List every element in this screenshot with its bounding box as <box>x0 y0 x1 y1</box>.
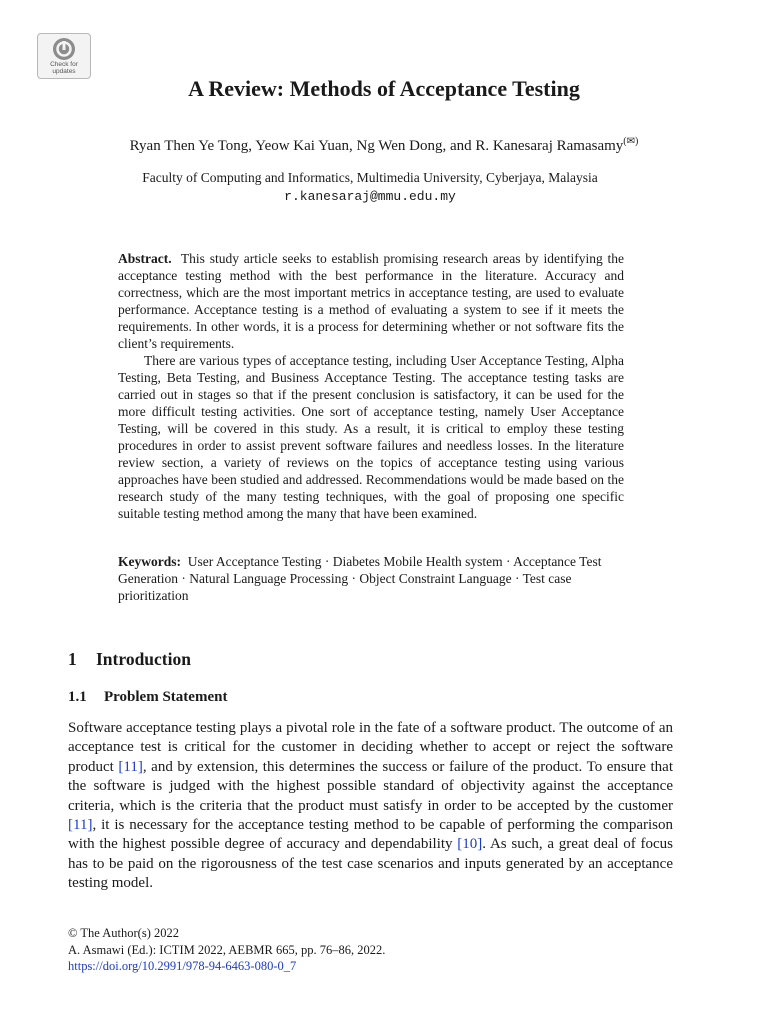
abstract <box>118 250 624 522</box>
citation-link-10[interactable]: [10] <box>457 836 483 853</box>
subsection-heading-problem-statement <box>68 689 227 706</box>
abstract-paragraph-2: There are various types of acceptance testing, including User Acceptance Testing, Alpha Testing, Beta Testing, and Business Acceptance Testing. The acceptance testing tasks are carried out in stages so that if the present conclusion is satisfactory, it can be used for the more difficult testing activities. One sort of acceptance testing, namely User Acceptance Testing, will be covered in this study. As a result, it is critical to employ these testing procedures in order to assist prevent software failures and needless losses. In the literature review section, a variety of reviews on the topics of acceptance testing using various approaches have been studied and addressed. Recommendations would be made based on the research study of the many testing techniques, with the goal of proposing one specific suitable testing method among the many that have been examined. <box>118 353 624 521</box>
footer <box>68 925 385 975</box>
publication-citation: A. Asmawi (Ed.): ICTIM 2022, AEBMR 665, pp. 76–86, 2022. <box>68 942 386 957</box>
badge-label-line1: Check for <box>50 61 78 68</box>
section-heading-introduction <box>68 649 191 670</box>
abstract-text-1: This study article seeks to establish promising research areas by identifying the acceptance testing method with the best performance in the literature. Accuracy and correctness, which are the most important metrics in acceptance testing, are used to evaluate performance. Acceptance testing is a method of evaluating a system to see if it meets the requirements. In other words, it is a process for determining whether or not software fits the client’s requirements. <box>118 251 624 351</box>
affiliation: Faculty of Computing and Informatics, Multimedia University, Cyberjaya, Malaysia <box>142 170 598 185</box>
abstract-paragraph-1 <box>118 250 624 352</box>
mail-icon[interactable]: (✉) <box>623 136 639 147</box>
check-for-updates-icon <box>52 37 76 61</box>
section-number: 1 <box>68 649 77 669</box>
author-email[interactable]: r.kanesaraj@mmu.edu.my <box>284 189 456 204</box>
keywords <box>118 553 624 604</box>
body-text-1: Software acceptance testing plays a pivotal role in the fate of a software product. The outcome of an acceptance test is critical for the customer in deciding whether to accept or reject the software product <box>68 720 673 775</box>
author-list <box>0 136 768 155</box>
doi-link[interactable]: https://doi.org/10.2991/978-94-6463-080-0_7 <box>68 959 297 973</box>
keywords-text: User Acceptance Testing · Diabetes Mobile Health system · Acceptance Test Generation · Natural Language Processing · Object Constraint Language · Test case prioritization <box>118 554 602 603</box>
citation-link-11[interactable]: [11] <box>118 758 143 775</box>
subsection-number: 1.1 <box>68 689 87 705</box>
body-text-4: . As such, a great deal of focus has to be paid on the rigorousness of the test case scenarios and inputs generated by an acceptance testing model. <box>68 836 673 892</box>
body-text-2: , and by extension, this determines the success or failure of the product. To ensure that the software is judged with the highest possible standard of objectivity against the acceptance criteria, which is the criteria that the product must satisfy in order to be accepted by the customer <box>68 758 673 814</box>
check-for-updates-badge[interactable] <box>37 33 91 79</box>
copyright-notice: © The Author(s) 2022 <box>68 926 179 940</box>
badge-label-line2: updates <box>52 68 76 75</box>
section-title: Introduction <box>96 649 191 669</box>
introduction-paragraph <box>68 719 673 894</box>
subsection-title: Problem Statement <box>104 689 228 705</box>
body-text-3: , it is necessary for the acceptance testing method to be capable of performing the comparison with the highest possible degree of accuracy and dependability <box>68 817 673 853</box>
abstract-label: Abstract. <box>118 251 172 266</box>
citation-link-11-second[interactable]: [11] <box>68 817 93 834</box>
paper-title: A Review: Methods of Acceptance Testing <box>188 76 580 101</box>
author-names: Ryan Then Ye Tong, Yeow Kai Yuan, Ng Wen Dong, and R. Kanesaraj Ramasamy <box>129 138 624 154</box>
keywords-label: Keywords: <box>118 554 181 569</box>
